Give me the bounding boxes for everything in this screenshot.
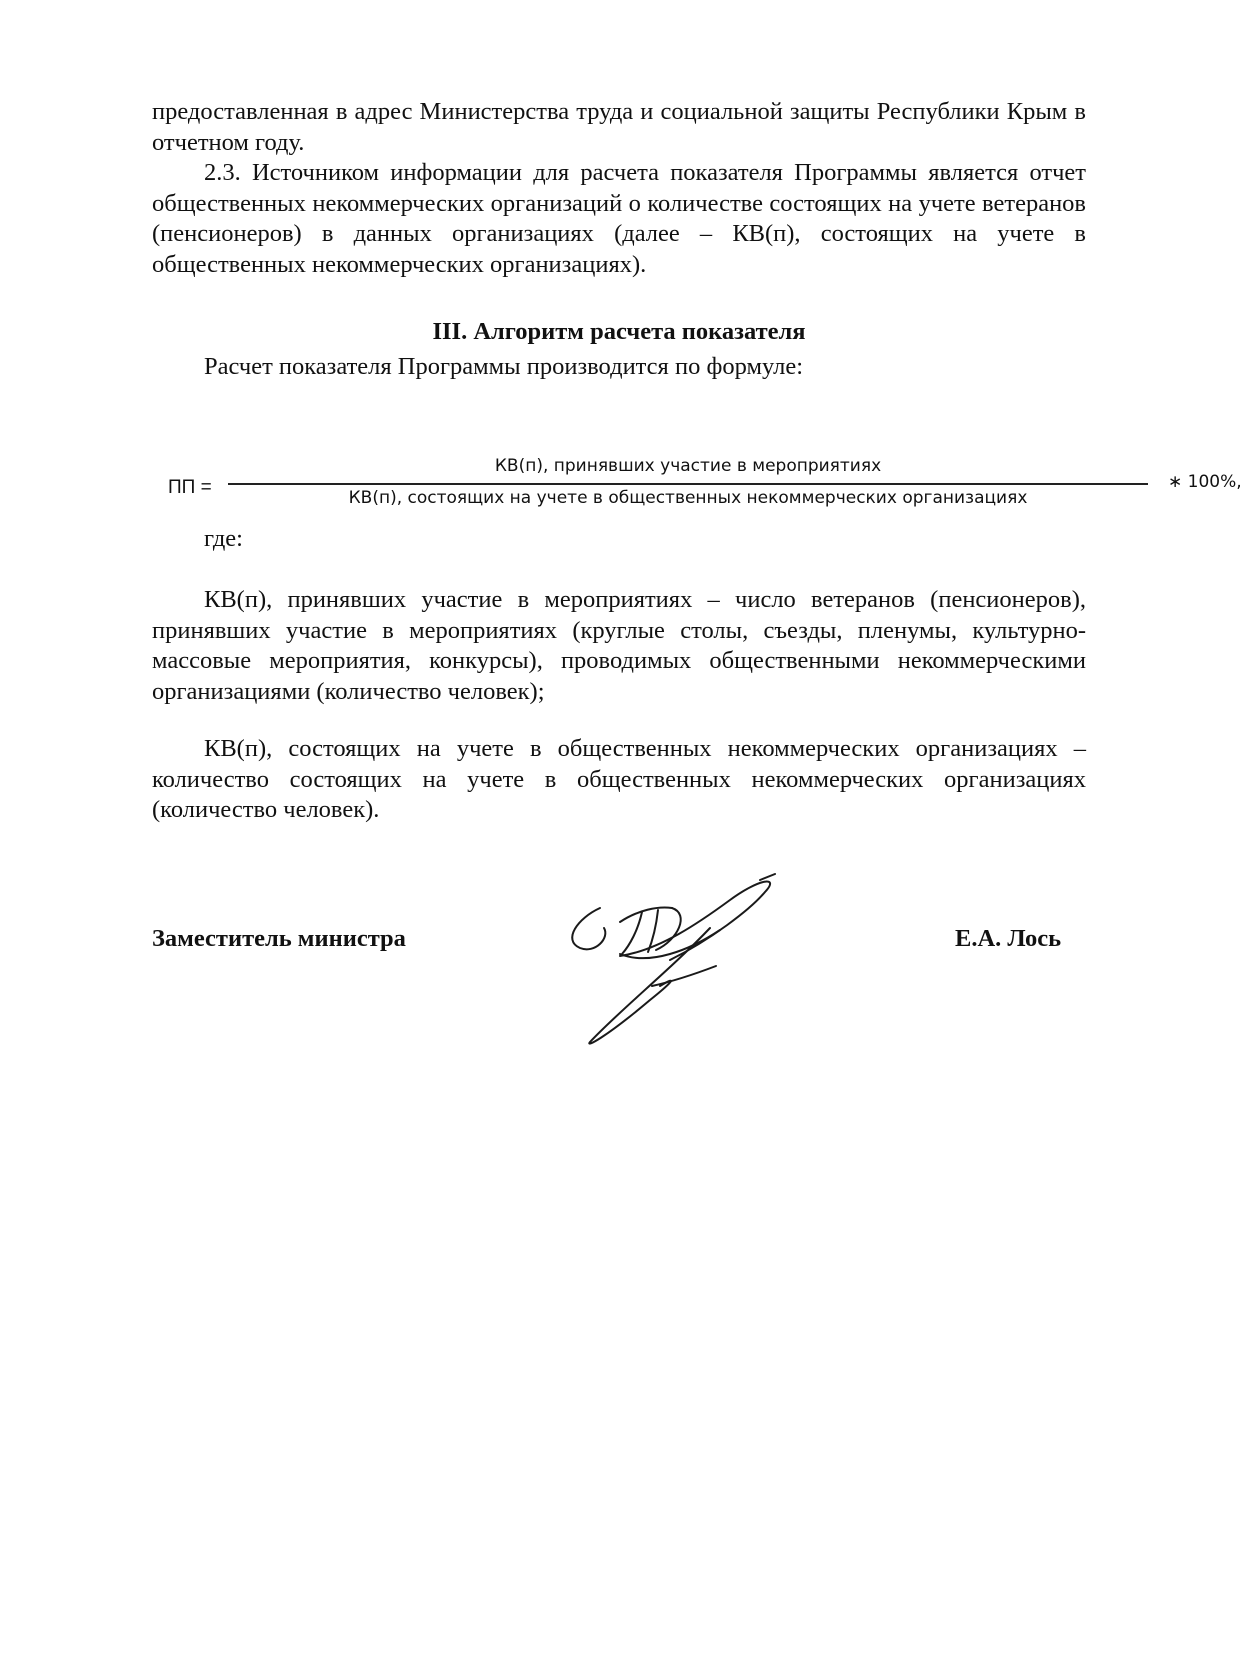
formula-lhs: ПП =	[168, 477, 212, 498]
formula-numerator: КВ(п), принявших участие в мероприятиях	[494, 456, 882, 476]
signatory-title: Заместитель министра	[152, 925, 406, 952]
formula	[168, 456, 1242, 518]
fraction-bar	[228, 483, 1148, 485]
formula-multiplier: ∗ 100%,	[1168, 472, 1242, 492]
paragraph-formula-intro: Расчет показателя Программы производится по формуле:	[204, 353, 804, 380]
paragraph-intro: предоставленная в адрес Министерства труда и социальной защиты Республики Крым в отчетном году.	[152, 98, 1086, 156]
section-heading: III. Алгоритм расчета показателя	[432, 318, 806, 345]
formula-denominator: КВ(п), состоящих на учете в общественных некоммерческих организациях	[348, 488, 1028, 508]
paragraph-where: где:	[204, 525, 243, 552]
definition-registered: КВ(п), состоящих на учете в общественных некоммерческих организациях – количество состоящих на учете в общественных некоммерческих организациях (количество человек).	[152, 735, 1086, 823]
handwritten-signature	[560, 870, 820, 1050]
definition-participants: КВ(п), принявших участие в мероприятиях – число ветеранов (пенсионеров), принявших участие в мероприятиях (круглые столы, съезды, пленумы, культурно-массовые мероприятия, конкурсы), проводимых общественными некоммерческими организациями (количество человек);	[152, 586, 1086, 705]
paragraph-2-3: 2.3. Источником информации для расчета показателя Программы является отчет общественных некоммерческих организаций о количестве состоящих на учете ветеранов (пенсионеров) в данных организациях (далее – КВ(п), состоящих на учете в общественных некоммерческих организациях).	[152, 159, 1086, 278]
signatory-name: Е.А. Лось	[955, 925, 1062, 952]
